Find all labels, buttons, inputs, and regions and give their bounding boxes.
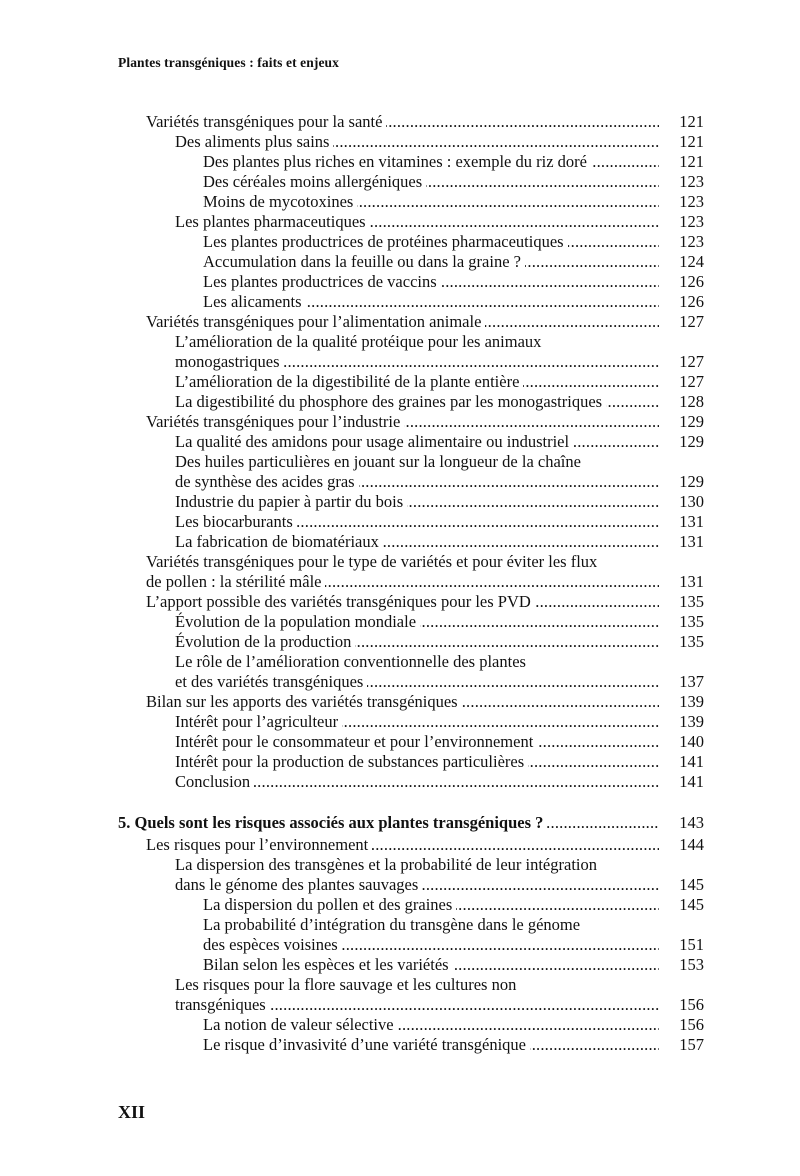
toc-entry-page: 121 xyxy=(679,112,704,131)
toc-entry-title: des espèces voisines xyxy=(203,935,342,955)
toc-entry-title: Intérêt pour l’agriculteur xyxy=(175,712,342,732)
toc-entry-title: Les risques pour la flore sauvage et les cultures non xyxy=(175,975,520,995)
toc-entry xyxy=(0,172,800,192)
toc-entry xyxy=(0,472,800,492)
toc-entry-page: 127 xyxy=(679,352,704,371)
toc-entry xyxy=(0,572,800,592)
toc-entry-title: Variétés transgéniques pour l’alimentation animale xyxy=(146,312,485,332)
toc-entry-page: 121 xyxy=(679,132,704,151)
toc-entry-title: Bilan selon les espèces et les variétés xyxy=(203,955,453,975)
toc-entry xyxy=(0,312,800,332)
toc-entry-page: 139 xyxy=(679,712,704,731)
toc-entry xyxy=(0,152,800,172)
toc-entry-page: 128 xyxy=(679,392,704,411)
toc-entry-page: 127 xyxy=(679,372,704,391)
toc-entry xyxy=(0,995,800,1015)
toc-entry-page: 151 xyxy=(679,935,704,954)
toc-entry-title: Le rôle de l’amélioration conventionnelle des plantes xyxy=(175,652,530,672)
toc-entry-title: Les biocarburants xyxy=(175,512,297,532)
toc-entry-page: 140 xyxy=(679,732,704,751)
toc-entry-page: 123 xyxy=(679,212,704,231)
toc-entry-title: Des huiles particulières en jouant sur la longueur de la chaîne xyxy=(175,452,585,472)
toc-entry xyxy=(0,372,800,392)
toc-entry-page: 131 xyxy=(679,532,704,551)
toc-entry-title: Conclusion xyxy=(175,772,254,792)
toc-entry-title: La fabrication de biomatériaux xyxy=(175,532,383,552)
toc-entry xyxy=(0,732,800,752)
toc-entry-title: et des variétés transgéniques xyxy=(175,672,367,692)
toc-entry-page: 123 xyxy=(679,232,704,251)
toc-entry-title: monogastriques xyxy=(175,352,284,372)
table-of-contents xyxy=(0,112,800,1055)
toc-entry-page: 127 xyxy=(679,312,704,331)
toc-entry-title: Les plantes pharmaceutiques xyxy=(175,212,370,232)
toc-entry-title: de synthèse des acides gras xyxy=(175,472,359,492)
toc-entry-page: 124 xyxy=(679,252,704,271)
toc-entry-title: Variétés transgéniques pour la santé xyxy=(146,112,386,132)
toc-entry-page: 135 xyxy=(679,632,704,651)
toc-entry-title: Des aliments plus sains xyxy=(175,132,333,152)
toc-entry xyxy=(0,855,800,875)
toc-entry xyxy=(0,132,800,152)
toc-entry xyxy=(0,632,800,652)
toc-entry-page: 141 xyxy=(679,772,704,791)
toc-entry-page: 153 xyxy=(679,955,704,974)
toc-entry-title: 5. Quels sont les risques associés aux plantes transgéniques ? xyxy=(118,813,547,833)
toc-entry xyxy=(0,935,800,955)
toc-entry xyxy=(0,412,800,432)
toc-entry xyxy=(0,1015,800,1035)
toc-entry-page: 129 xyxy=(679,472,704,491)
toc-entry-page: 145 xyxy=(679,895,704,914)
toc-entry-title: transgéniques xyxy=(175,995,270,1015)
toc-entry xyxy=(0,352,800,372)
toc-entry xyxy=(0,492,800,512)
toc-entry-title: Les plantes productrices de vaccins xyxy=(203,272,441,292)
toc-entry-page: 121 xyxy=(679,152,704,171)
toc-entry xyxy=(0,452,800,472)
toc-entry xyxy=(0,975,800,995)
toc-entry-title: Variétés transgéniques pour le type de variétés et pour éviter les flux xyxy=(146,552,601,572)
toc-entry-title: Intérêt pour la production de substances particulières xyxy=(175,752,528,772)
toc-entry-title: Des céréales moins allergéniques xyxy=(203,172,426,192)
toc-entry-title: Évolution de la production xyxy=(175,632,355,652)
toc-entry xyxy=(0,835,800,855)
toc-entry-title: La notion de valeur sélective xyxy=(203,1015,398,1035)
toc-entry xyxy=(0,112,800,132)
toc-entry xyxy=(0,1035,800,1055)
toc-entry xyxy=(0,752,800,772)
toc-entry xyxy=(0,875,800,895)
toc-entry-title: Les plantes productrices de protéines pharmaceutiques xyxy=(203,232,568,252)
toc-entry xyxy=(0,612,800,632)
toc-entry xyxy=(0,955,800,975)
toc-entry-page: 130 xyxy=(679,492,704,511)
toc-entry xyxy=(0,532,800,552)
toc-entry-title: Bilan sur les apports des variétés transgéniques xyxy=(146,692,462,712)
toc-entry-page: 145 xyxy=(679,875,704,894)
toc-entry-title: Intérêt pour le consommateur et pour l’environnement xyxy=(175,732,537,752)
toc-entry-page: 139 xyxy=(679,692,704,711)
toc-entry-page: 123 xyxy=(679,172,704,191)
toc-entry xyxy=(0,672,800,692)
toc-entry-page: 143 xyxy=(679,813,704,832)
toc-entry-page: 131 xyxy=(679,512,704,531)
toc-entry xyxy=(0,915,800,935)
toc-entry xyxy=(0,232,800,252)
toc-entry xyxy=(0,252,800,272)
toc-entry-title: Industrie du papier à partir du bois xyxy=(175,492,407,512)
toc-entry-title: Le risque d’invasivité d’une variété transgénique xyxy=(203,1035,530,1055)
toc-entry-page: 129 xyxy=(679,432,704,451)
toc-entry xyxy=(0,212,800,232)
toc-entry xyxy=(0,272,800,292)
toc-entry-title: Accumulation dans la feuille ou dans la graine ? xyxy=(203,252,525,272)
toc-entry xyxy=(0,712,800,732)
toc-entry-title: La digestibilité du phosphore des graines par les monogastriques xyxy=(175,392,606,412)
toc-chapter-entry xyxy=(0,813,800,833)
toc-entry-title: La qualité des amidons pour usage alimentaire ou industriel xyxy=(175,432,573,452)
toc-entry xyxy=(0,895,800,915)
toc-entry-title: Les risques pour l’environnement xyxy=(146,835,372,855)
toc-entry xyxy=(0,592,800,612)
toc-entry xyxy=(0,692,800,712)
toc-entry-page: 137 xyxy=(679,672,704,691)
toc-entry xyxy=(0,192,800,212)
toc-entry-page: 135 xyxy=(679,612,704,631)
toc-entry-title: Les alicaments xyxy=(203,292,306,312)
toc-entry-page: 141 xyxy=(679,752,704,771)
toc-entry-page: 129 xyxy=(679,412,704,431)
toc-entry-title: L’amélioration de la qualité protéique pour les animaux xyxy=(175,332,545,352)
toc-entry-title: Variétés transgéniques pour l’industrie xyxy=(146,412,404,432)
toc-entry-title: La dispersion des transgènes et la probabilité de leur intégration xyxy=(175,855,601,875)
toc-entry-page: 135 xyxy=(679,592,704,611)
toc-entry-title: dans le génome des plantes sauvages xyxy=(175,875,422,895)
toc-entry xyxy=(0,512,800,532)
toc-entry-page: 157 xyxy=(679,1035,704,1054)
toc-entry-page: 131 xyxy=(679,572,704,591)
toc-entry-title: L’apport possible des variétés transgéniques pour les PVD xyxy=(146,592,535,612)
toc-entry-title: La probabilité d’intégration du transgène dans le génome xyxy=(203,915,584,935)
toc-entry xyxy=(0,332,800,352)
toc-entry-page: 123 xyxy=(679,192,704,211)
running-header: Plantes transgéniques : faits et enjeux xyxy=(118,55,340,70)
page-number: XII xyxy=(118,1102,146,1122)
toc-entry-title: Moins de mycotoxines xyxy=(203,192,357,212)
toc-entry-page: 144 xyxy=(679,835,704,854)
toc-entry-page: 126 xyxy=(679,272,704,291)
toc-entry xyxy=(0,292,800,312)
toc-entry-title: Évolution de la population mondiale xyxy=(175,612,420,632)
toc-entry xyxy=(0,392,800,412)
toc-entry-page: 156 xyxy=(679,1015,704,1034)
toc-entry xyxy=(0,772,800,792)
toc-entry-title: de pollen : la stérilité mâle xyxy=(146,572,325,592)
toc-entry-title: L’amélioration de la digestibilité de la plante entière xyxy=(175,372,523,392)
toc-entry-title: La dispersion du pollen et des graines xyxy=(203,895,456,915)
toc-entry-page: 126 xyxy=(679,292,704,311)
toc-entry xyxy=(0,652,800,672)
toc-entry xyxy=(0,552,800,572)
toc-entry-page: 156 xyxy=(679,995,704,1014)
toc-entry-title: Des plantes plus riches en vitamines : exemple du riz doré xyxy=(203,152,591,172)
toc-entry xyxy=(0,432,800,452)
